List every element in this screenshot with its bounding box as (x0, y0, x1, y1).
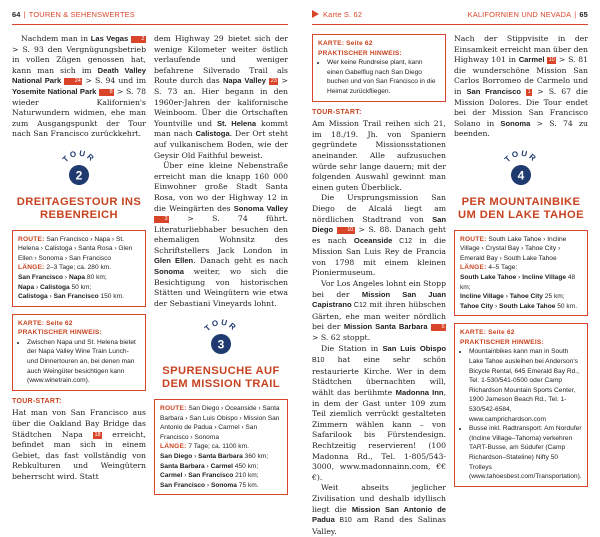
svg-text:TOUR: TOUR (202, 318, 240, 334)
place-name: Glen Ellen (154, 256, 194, 266)
tourstart-label: TOUR-START: (312, 108, 362, 116)
right-page-number: 65 (579, 10, 588, 19)
route-legs (160, 452, 282, 490)
sight-number-badge: 3 (154, 216, 169, 223)
tour-4-badge-icon (499, 148, 543, 188)
map-page: KARTE: Seite 62 (460, 329, 515, 337)
route-leg: Incline Village › Tahoe City 25 km; (460, 293, 565, 301)
sight-number-badge: 24 (64, 78, 82, 85)
route-leg: South Lake Tahoe › Incline Village 48 km; (460, 273, 576, 291)
place-name: Mission San Antonio de Padua (312, 504, 446, 525)
hint-label: PRAKTISCHER HINWEIS: (18, 329, 102, 337)
tour-badge (12, 148, 146, 192)
place-name: Oceanside (353, 235, 393, 245)
place-name: Mission Santa Barbara (343, 322, 428, 332)
place-name: Mission San Juan Capistrano (312, 289, 447, 310)
route-leg: Tahoe City › South Lake Tahoe 50 km. (460, 302, 578, 310)
hint-label: PRAKTISCHER HINWEIS: (318, 49, 402, 57)
route-leg: Carmel › San Francisco 210 km; (160, 472, 259, 480)
tour-badge (454, 148, 588, 192)
place-name: Death Valley National Park (12, 65, 147, 86)
route-box (12, 230, 146, 307)
svg-text:TOUR: TOUR (60, 148, 98, 164)
paragraph: Über eine kleine Nebenstraße erreicht man die knapp 160 000 Einwohner große Stadt Santa Rosa, von wo der Highway 12 in die Weingärten des Sonoma Valley 3 > S. 74 führt. Literaturliebhaber besuchen den ehemaligen Wohnsitz des Schriftstellers Jack London in Glen Ellen. Danach geht es nach Sonoma weiter, wo sich die Besichtigung von historischen Stätten und Weingütern wie etwa der Sebastiani Vineyards lohnt. (154, 161, 288, 308)
map-grid-ref: C12 (392, 237, 413, 245)
hint-label: PRAKTISCHER HINWEIS: (460, 338, 544, 346)
map-page: KARTE: Seite 62 (318, 40, 373, 47)
hint-item: • Wer keine Rundreise plant, kann einen Gabelflug nach San Diego buchen und von San Francisco in die Heimat zurückfliegen. (327, 58, 440, 96)
place-name: Sonoma Valley (233, 203, 288, 213)
sight-number-badge: 5 (431, 324, 446, 331)
route-legs (18, 273, 140, 302)
route-leg: San Francisco › Sonoma 75 km. (160, 481, 259, 489)
column-2 (154, 34, 288, 495)
tour-badge (154, 317, 288, 361)
svg-text:2: 2 (75, 168, 83, 183)
place-name: San Diego (312, 214, 446, 235)
place-name: Madonna Inn (395, 388, 444, 397)
route-text: ROUTE: San Diego › Oceanside › Santa Barbara › San Luis Obispo › Mission San Antonio de Padua › Carmel › San Francisco › Sonoma (160, 405, 280, 441)
length-line: LÄNGE: 7 Tage; ca. 1100 km. (160, 443, 249, 451)
map-reference[interactable]: Karte S. 62 (312, 10, 362, 19)
route-leg: San Diego › Santa Barbara 360 km; (160, 453, 269, 460)
map-grid-ref: B10 (334, 517, 352, 525)
route-text: ROUTE: South Lake Tahoe › Incline Village › Crystal Bay › Tahoe City › Emerald Bay › South Lake Tahoe (460, 235, 567, 262)
route-box (454, 230, 588, 317)
tour-title: DREITAGESTOUR INS REBENREICH (16, 195, 142, 221)
place-name: Sonoma (154, 267, 184, 277)
info-box (454, 323, 588, 487)
paragraph: Am Mission Trail reihen sich 21, im 18./19. Jh. von Spaniern gegründete Missionsstationen aneinander. Alle aufzusuchen würde sehr lange dauern; mit der folgenden Auswahl gewinnt man einen guten Überblick. (312, 119, 446, 192)
route-leg: Santa Barbara › Carmel 450 km; (160, 462, 259, 470)
paragraph: Vor Los Angeles lohnt ein Stopp bei der Mission San Juan Capistrano C12 mit ihren hübschen Gärten, ehe man weiter nördlich bei der Mission Santa Barbara 5 > S. 62 stoppt. (312, 279, 447, 343)
column-1 (12, 34, 146, 483)
place-name: San Luis Obispo (382, 343, 446, 353)
tour-title: SPURENSUCHE AUF DEM MISSION TRAIL (161, 365, 281, 391)
place-name: St. Helena (216, 118, 257, 128)
svg-text:3: 3 (217, 337, 225, 352)
column-3 (312, 34, 446, 537)
right-header-rule (312, 24, 588, 25)
info-box (12, 314, 146, 391)
paragraph: dem Highway 29 bietet sich der wenige Kilometer weiter östlich verlaufende und weniger befahrene Silverado Trail als Route durch das Napa Valley 23 > S. 73 an. Hier begann in den 1960er-Jahren der kalifornische Weinboom. Über die Ortschaften Yountville und St. Helena kommt man nach Calistoga. Der Ort steht auf vulkanischem Boden, wie der Geysir Old Faithful beweist. (154, 34, 288, 160)
svg-text:4: 4 (517, 168, 525, 183)
tour-title: PER MOUNTAINBIKE UM DEN LAKE TAHOE (458, 195, 584, 221)
sight-number-badge: 10 (548, 57, 555, 64)
paragraph: Nach der Stippvisite in der Einsamkeit erreicht man über den Highway 101 in Carmel 10 > S. 81 die wunderschöne Mission San Carlos Borromeo de Carmelo und in San Francisco 1 > S. 67 die Mission Dolores. Die Tour endet bei der Mission San Francisco Solano in Sonoma > S. 74 zu beenden. (454, 34, 588, 139)
right-section-title: KALIFORNIEN UND NEVADA (467, 10, 572, 19)
left-section-title: TOUREN & SEHENSWERTES (28, 10, 135, 19)
info-box (312, 34, 446, 102)
tourstart-label: TOUR-START: (12, 397, 62, 405)
length-line: LÄNGE: 2–3 Tage; ca. 280 km. (18, 264, 112, 272)
tour-3-badge-icon (199, 317, 243, 357)
paragraph: Weit abseits jeglicher Zivilisation und deshalb idyllisch liegt die Mission San Antonio de Padua B10 am Rand des Salinas Valley. (312, 483, 446, 536)
place-name: Calistoga (195, 129, 230, 139)
paragraph: Hat man von San Francisco aus über die Oakland Bay Bridge das Städtchen Napa 18 erreicht, befindet man sich in einem Gebiet, das fast vollständig von Rebkulturen und Weingütern beherrscht wird. Statt (12, 408, 147, 481)
sight-number-badge: 23 (270, 78, 277, 85)
sight-number-badge: 2 (131, 36, 146, 43)
route-leg: Calistoga › San Francisco 150 km. (18, 293, 124, 301)
hint-item: • Mountainbikes kann man in South Lake Tahoe ausleihen bei Anderson's Bicycle Rental, 645 Emerald Bay Rd., Tel. 1-530/541-0500 oder Camp Richardson Mountain Sports Center, 1900 Jameson Beach Rd., Tel. 1-530/542-6584, www.camprichardson.com (469, 347, 582, 424)
left-header-rule (12, 24, 288, 25)
route-legs (460, 273, 582, 311)
route-leg: Napa › Calistoga 50 km; (18, 283, 92, 291)
route-text: ROUTE: San Francisco › Napa › St. Helena › Calistoga › Santa Rosa › Glen Ellen › Sonoma › San Francisco (18, 235, 133, 262)
route-leg: San Francisco › Napa 80 km; (18, 273, 107, 281)
map-page: KARTE: Seite 62 (18, 319, 73, 327)
sight-number-badge: 1 (527, 88, 531, 95)
sight-number-badge: 10 (337, 227, 355, 234)
place-name: Las Vegas (90, 34, 129, 43)
paragraph: Die Station in San Luis Obispo B10 hat eine sehr schön restaurierte Kirche. Wer in dem Städtchen übernachten will, wählt das berühmte Madonna Inn, in dem der Gast unter 109 zum Teil ziemlich verrückt gestalteten Zimmern wählen kann – von Safarilook bis Fürstendesign. Rechtzeitig reservieren! (100 Madonna Rd., Tel. 1-805/543-3000, www.madonnainn.com, €€€). (312, 343, 447, 482)
map-grid-ref: B10 (312, 357, 325, 365)
length-line: LÄNGE: 4–5 Tage: (460, 264, 518, 272)
paragraph: Die Ursprungsmission San Diego de Alcalá liegt am nördlichen Stadtrand von San Diego 10 > S. 88. Danach geht es nach Oceanside C12 in die Mission San Luis Rey de Francia von 1798 mit einem kleinen Pioniermuseum. (312, 193, 446, 278)
right-page-header: KALIFORNIEN UND NEVADA | 65 (467, 10, 588, 19)
place-name: Yosemite National Park (12, 86, 97, 96)
column-4 (454, 34, 588, 487)
sight-number-badge: 8 (99, 89, 114, 96)
left-page-header: 64 | TOUREN & SEHENSWERTES (12, 10, 135, 19)
hint-item: • Zwischen Napa und St. Helena bietet der Napa Valley Wine Train Lunch- und Dinnertouren an, bei denen man auch Weingüter besichtigen kann (www.winetrain.com). (27, 338, 140, 386)
place-name: Napa Valley (222, 76, 266, 86)
place-name: Sonoma (500, 118, 531, 128)
arrow-right-icon (312, 10, 319, 18)
map-grid-ref: C12 (351, 302, 367, 310)
place-name: San Francisco (466, 86, 522, 96)
svg-text:TOUR: TOUR (502, 148, 540, 164)
tour-2-badge-icon (57, 148, 101, 188)
hint-item: • Busse inkl. Radtransport: Am Nordufer (Incline Village–Tahoma) verkehren TART-Busse, am Südufer (Camp Richardson–Stateline) Nifty 50 Trolleys (www.tahoesbest.com/Transportation). (469, 424, 582, 482)
left-page-number: 64 (12, 10, 21, 19)
paragraph: Nachdem man in Las Vegas 2 > S. 93 den Vergnügungsbetrieb in vollen Zügen genossen hat, kann man sich im Death Valley National Park 24 > S. 94 und im Yosemite National Park 8 > S. 78 wieder Kalifornien's Naturwundern widmen, ehe man zum Ausgangspunkt der Tour nach San Francisco zurückkehrt. (12, 34, 147, 139)
route-box (154, 399, 288, 495)
place-name: Carmel (518, 55, 545, 65)
